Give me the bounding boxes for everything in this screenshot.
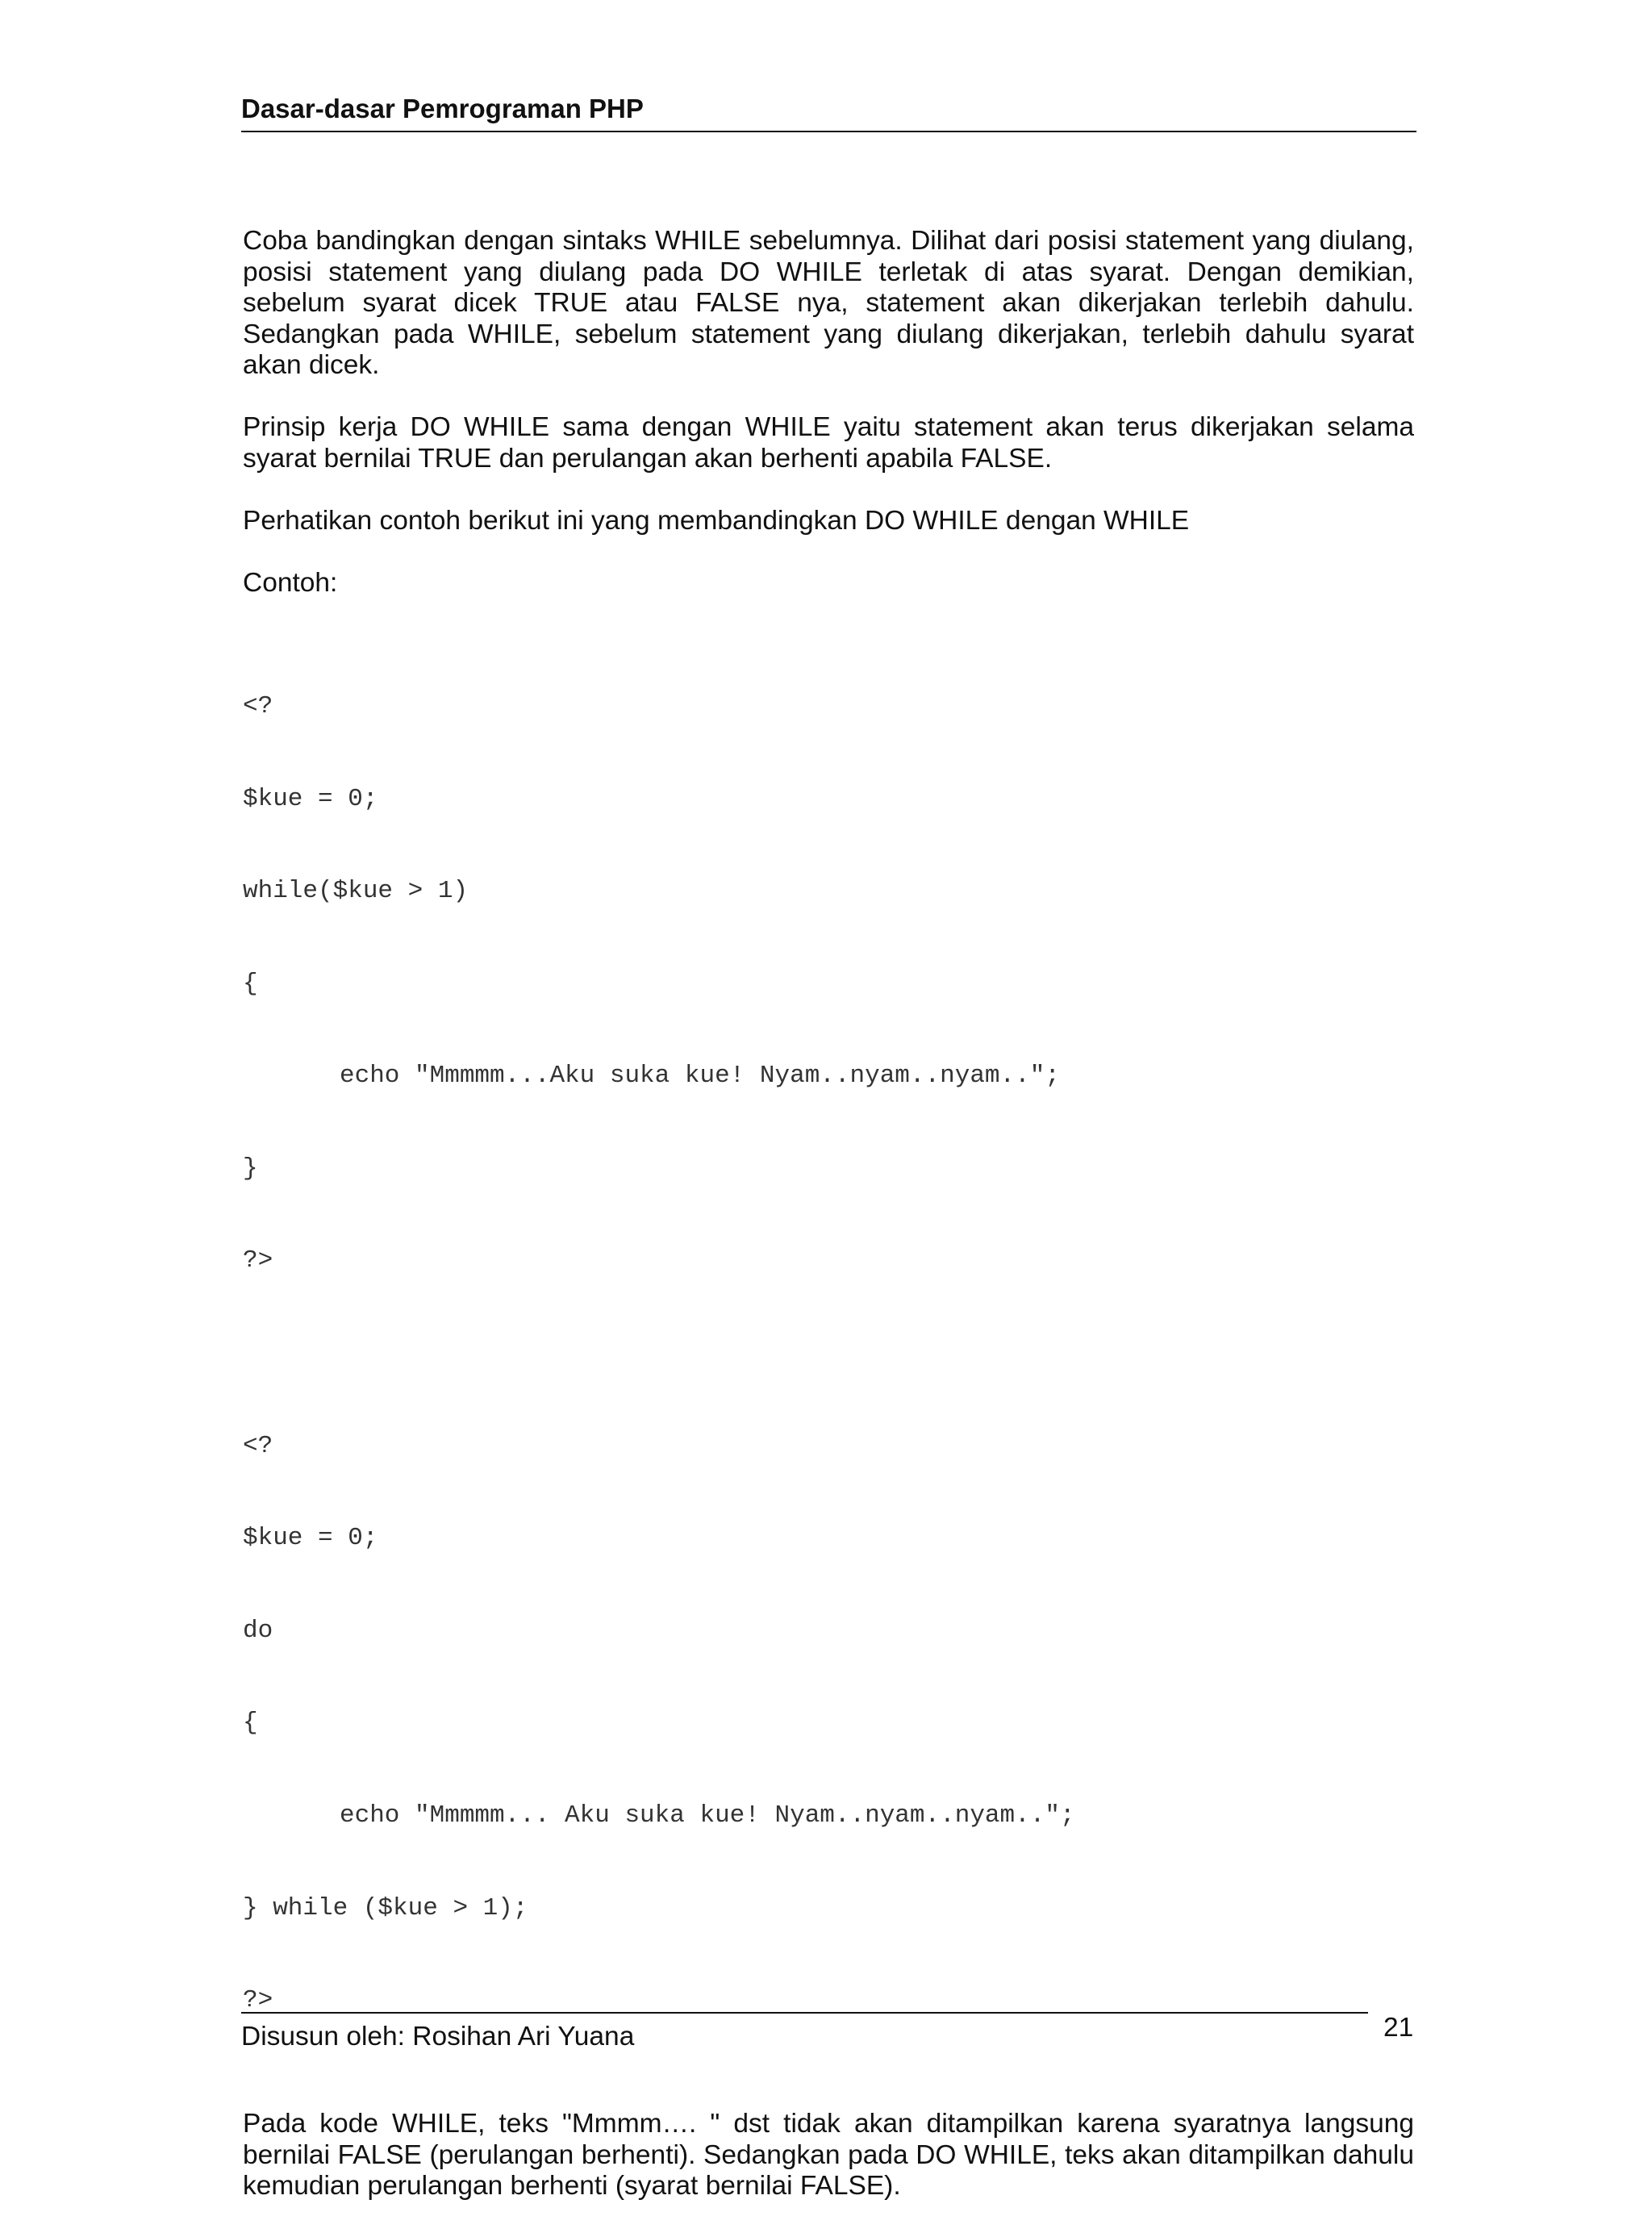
code-line: { (243, 1709, 258, 1738)
page-footer (241, 2012, 1368, 2051)
paragraph-explanation: Pada kode WHILE, teks "Mmmm…. " dst tidak akan ditampilkan karena syaratnya langsung bernilai FALSE (perulangan berhenti). Sedangkan pada DO WHILE, teks akan ditampilkan dahulu kemudian perulangan berhenti (syarat bernilai FALSE). (243, 2109, 1414, 2201)
code-block-do-while (243, 1369, 1414, 2078)
main-content (243, 226, 1414, 2233)
page-number: 21 (1383, 2013, 1414, 2043)
code-block-while (243, 630, 1414, 1339)
paragraph-example-intro: Perhatikan contoh berikut ini yang membandingkan DO WHILE dengan WHILE (243, 505, 1190, 536)
code-line: } (243, 1154, 258, 1183)
header-title: Dasar-dasar Pemrograman PHP (241, 94, 644, 123)
page-header (241, 90, 1416, 132)
paragraph-do-while-comparison: Coba bandingkan dengan sintaks WHILE sebelumnya. Dilihat dari posisi statement yang diulang, posisi statement yang diulang pada DO WHILE terletak di atas syarat. Dengan demikian, sebelum syarat dicek TRUE atau FALSE nya, statement akan dikerjakan terlebih dahulu. Sedangkan pada WHILE, sebelum statement yang diulang dikerjakan, terlebih dahulu syarat akan dicek. (243, 226, 1414, 380)
code-line: ?> (243, 1246, 273, 1275)
code-line: } while ($kue > 1); (243, 1893, 528, 1922)
code-line: { (243, 969, 258, 998)
code-line: ?> (243, 1986, 273, 2015)
code-line: do (243, 1616, 273, 1645)
code-line: echo "Mmmmm...Aku suka kue! Nyam..nyam..nyam.."; (340, 1062, 1060, 1091)
code-line: while($kue > 1) (243, 877, 469, 906)
code-line: <? (243, 691, 273, 720)
code-line: <? (243, 1431, 273, 1460)
code-line: $kue = 0; (243, 1524, 378, 1553)
footer-author: Disusun oleh: Rosihan Ari Yuana (241, 2022, 635, 2051)
paragraph-do-while-principle: Prinsip kerja DO WHILE sama dengan WHILE yaitu statement akan terus dikerjakan selama syarat bernilai TRUE dan perulangan akan berhenti apabila FALSE. (243, 412, 1414, 474)
example-label: Contoh: (243, 567, 338, 598)
code-line: echo "Mmmmm... Aku suka kue! Nyam..nyam..nyam.."; (340, 1801, 1075, 1830)
code-line: $kue = 0; (243, 784, 378, 813)
